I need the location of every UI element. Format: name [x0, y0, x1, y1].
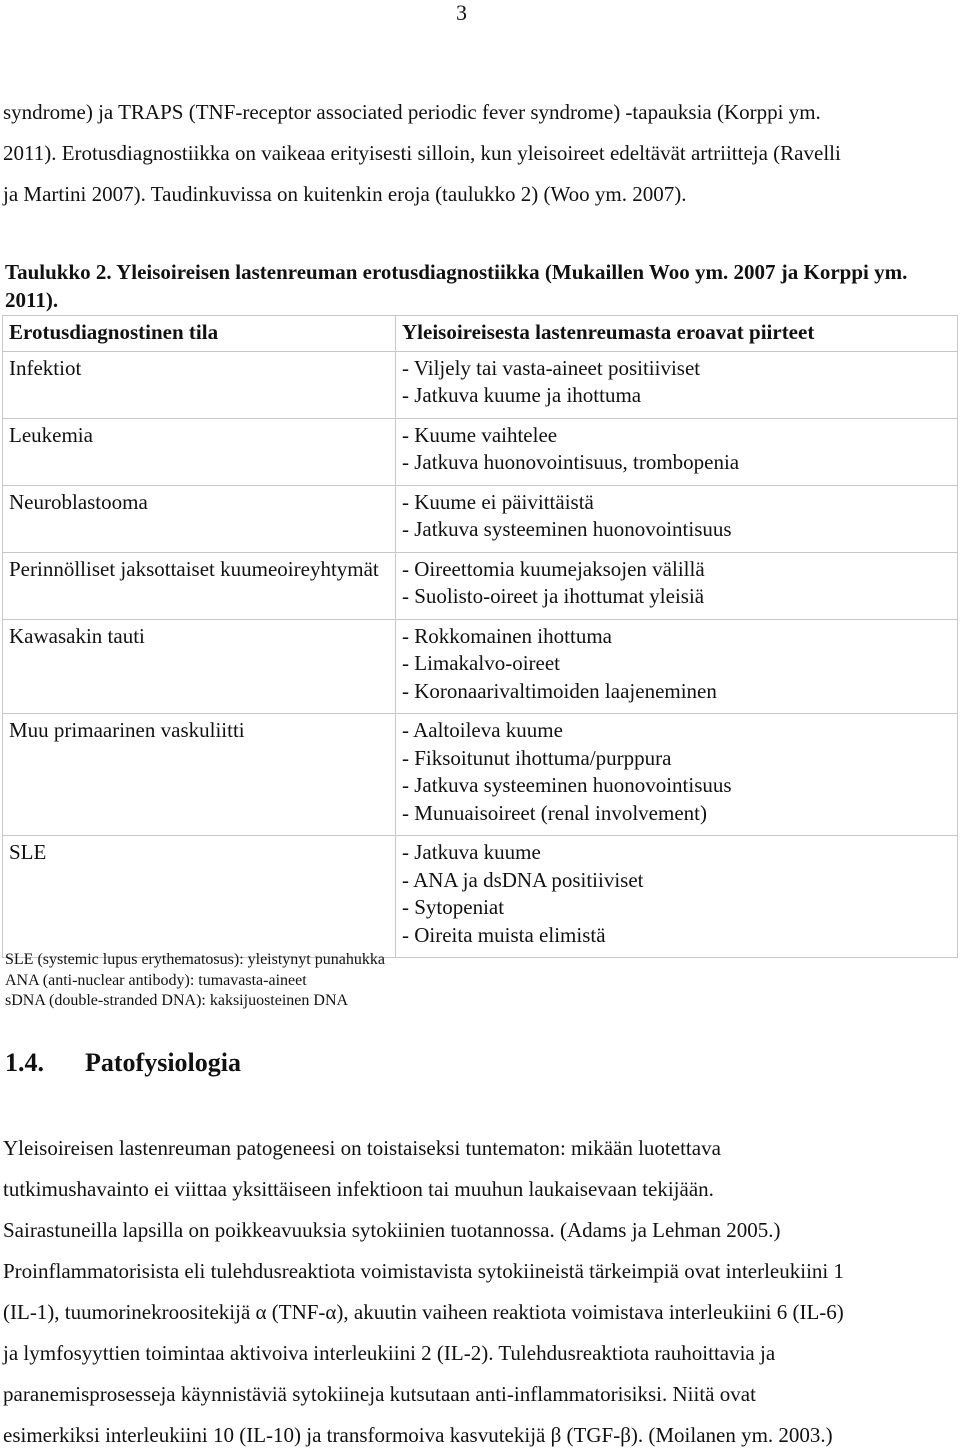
condition-cell: Leukemia	[3, 418, 396, 485]
header-condition: Erotusdiagnostinen tila	[3, 316, 396, 352]
feature-line: - ANA ja dsDNA positiiviset	[402, 867, 644, 892]
intro-paragraph	[3, 92, 958, 215]
table-row	[3, 552, 958, 619]
footnote: sDNA (double-stranded DNA): kaksijuosteinen DNA	[5, 992, 349, 1009]
features-cell	[396, 714, 958, 836]
body-line: ja lymfosyyttien toimintaa aktivoiva interleukiini 2 (IL-2). Tulehdusreaktiota rauhoittavia ja	[3, 1341, 776, 1365]
feature-line: - Rokkomainen ihottuma	[402, 623, 612, 648]
feature-line: - Sytopeniat	[402, 895, 505, 919]
condition-cell: Neuroblastooma	[3, 485, 396, 552]
feature-line: - Suolisto-oireet ja ihottumat yleisiä	[402, 584, 705, 608]
body-line: (IL-1), tuumorinekroositekijä α (TNF-α), akuutin vaiheen reaktiota voimistava interleukiini 6 (IL-6)	[3, 1300, 844, 1324]
section-number: 1.4.	[5, 1048, 44, 1077]
section-title: Patofysiologia	[85, 1048, 241, 1077]
body-line: paranemisprosesseja käynnistäviä sytokiineja kutsutaan anti-inflammatorisiksi. Niitä ovat	[3, 1382, 756, 1406]
feature-line: - Oireettomia kuumejaksojen välillä	[402, 556, 705, 581]
condition-cell: Muu primaarinen vaskuliitti	[3, 714, 396, 836]
features-cell	[396, 418, 958, 485]
table-row	[3, 836, 958, 958]
feature-line: - Kuume vaihtelee	[402, 422, 558, 447]
condition-cell: Kawasakin tauti	[3, 619, 396, 714]
feature-line: - Limakalvo-oireet	[402, 651, 561, 675]
features-cell	[396, 351, 958, 418]
footnote: ANA (anti-nuclear antibody): tumavasta-aineet	[5, 971, 307, 989]
table-row	[3, 351, 958, 418]
feature-line: - Kuume ei päivittäistä	[402, 489, 594, 514]
table-footnotes	[5, 950, 385, 1012]
table-header-row	[3, 316, 958, 352]
feature-line: - Fiksoitunut ihottuma/purppura	[402, 745, 672, 770]
table-caption: Taulukko 2. Yleisoireisen lastenreuman erotusdiagnostiikka (Mukaillen Woo ym. 2007 ja Korppi ym. 2011).	[5, 260, 908, 312]
condition-cell: SLE	[3, 836, 396, 958]
feature-line: - Koronaarivaltimoiden laajeneminen	[402, 678, 717, 703]
footnote: SLE (systemic lupus erythematosus): yleistynyt punahukka	[5, 951, 385, 968]
table-row	[3, 619, 958, 714]
feature-line: - Jatkuva kuume	[402, 840, 541, 864]
features-cell	[396, 619, 958, 714]
feature-line: - Viljely tai vasta-aineet positiiviset	[402, 355, 701, 380]
feature-line: - Jatkuva systeeminen huonovointisuus	[402, 773, 732, 797]
body-line: esimerkiksi interleukiini 10 (IL-10) ja transformoiva kasvutekijä β (TGF-β). (Moilanen ym. 2003.)	[3, 1423, 833, 1447]
body-line: Sairastuneilla lapsilla on poikkeavuuksia sytokiinien tuotannossa. (Adams ja Lehman 2005.)	[3, 1218, 781, 1242]
section-heading	[5, 1046, 241, 1080]
features-cell	[396, 485, 958, 552]
condition-cell: Perinnölliset jaksottaiset kuumeoireyhtymät	[3, 552, 396, 619]
feature-line: - Jatkuva kuume ja ihottuma	[402, 383, 642, 407]
header-features: Yleisoireisesta lastenreumasta eroavat piirteet	[396, 316, 958, 352]
feature-line: - Jatkuva systeeminen huonovointisuus	[402, 517, 732, 541]
body-line: Yleisoireisen lastenreuman patogeneesi on toistaiseksi tuntematon: mikään luotettava	[3, 1136, 721, 1160]
intro-line: ja Martini 2007). Taudinkuvissa on kuitenkin eroja (taulukko 2) (Woo ym. 2007).	[3, 182, 687, 206]
features-cell	[396, 836, 958, 958]
feature-line: - Oireita muista elimistä	[402, 922, 606, 947]
table-row	[3, 485, 958, 552]
differential-diagnosis-table	[2, 315, 958, 958]
body-line: Proinflammatorisista eli tulehdusreaktiota voimistavista sytokiineistä tärkeimpiä ovat interleukiini 1	[3, 1259, 844, 1283]
table-row	[3, 418, 958, 485]
intro-line: syndrome) ja TRAPS (TNF-receptor associated periodic fever syndrome) -tapauksia (Korppi ym.	[3, 100, 821, 124]
body-paragraph	[3, 1128, 958, 1456]
page-number: 3	[456, 0, 467, 25]
features-cell	[396, 552, 958, 619]
body-line: tutkimushavainto ei viittaa yksittäiseen infektioon tai muuhun laukaisevaan tekijään.	[3, 1177, 714, 1201]
table-row	[3, 714, 958, 836]
feature-line: - Aaltoileva kuume	[402, 718, 563, 742]
condition-cell: Infektiot	[3, 351, 396, 418]
intro-line: 2011). Erotusdiagnostiikka on vaikeaa erityisesti silloin, kun yleisoireet edeltävät artriitteja (Ravelli	[3, 141, 841, 165]
feature-line: - Munuaisoireet (renal involvement)	[402, 800, 707, 825]
feature-line: - Jatkuva huonovointisuus, trombopenia	[402, 450, 740, 474]
